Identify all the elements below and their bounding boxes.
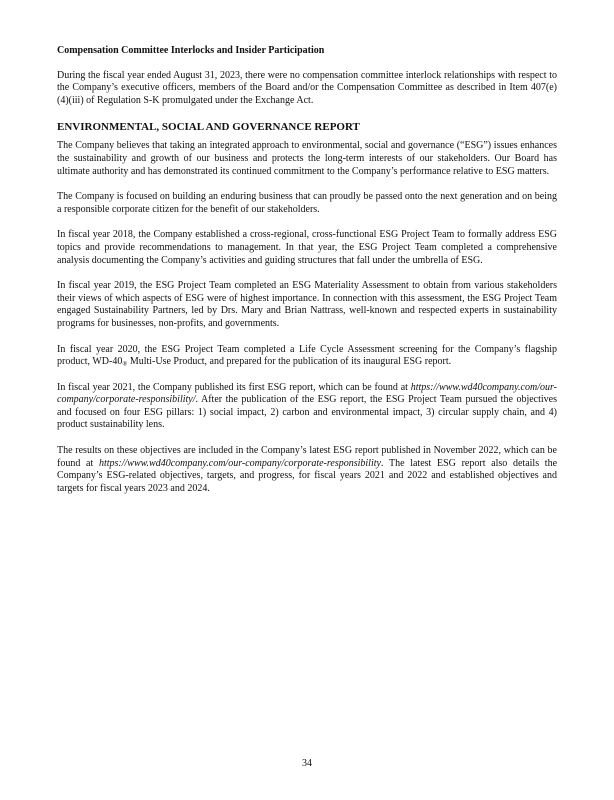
- heading-esg-report: ENVIRONMENTAL, SOCIAL AND GOVERNANCE REPORT: [57, 121, 360, 134]
- paragraph-fy2021-text-start: In fiscal year 2021, the Company published its first ESG report, which can be found at: [57, 381, 411, 393]
- heading-compensation-committee-interlocks: Compensation Committee Interlocks and Insider Participation: [57, 45, 325, 56]
- paragraph-esg-results: [57, 445, 557, 495]
- paragraph-fy2021: [57, 382, 557, 432]
- paragraph-fy2020: [57, 344, 557, 369]
- paragraph-esg-focus: The Company is focused on building an enduring business that can proudly be passed onto the next generation and on being a responsible corporate citizen for the benefit of our stakeholders.: [57, 191, 557, 215]
- paragraph-esg-intro: The Company believes that taking an integrated approach to environmental, social and governance (“ESG”) issues enhances the sustainability and growth of our business and protects the long-term interests of our stakeholders. Our Board has ultimate authority and has demonstrated its continued commitment to the Company’s performance relative to ESG matters.: [57, 140, 557, 177]
- paragraph-fy2020-text-end: Multi-Use Product, and prepared for the publication of its inaugural ESG report.: [127, 356, 452, 368]
- paragraph-fy2021-text-end: . After the publication of the ESG report, the ESG Project Team pursued the objectives and focused on four ESG pillars: 1) social impact, 2) carbon and environmental impact, 3) circular supply chain, and 4) product sustainability lens.: [57, 394, 557, 431]
- esg-report-url-2021: https://www.wd40company.com/our-company/corporate-responsibility/: [57, 381, 557, 406]
- paragraph-results-text-start: The results on these objectives are included in the Company’s latest ESG report published in November 2022, which can be found at: [57, 445, 557, 469]
- esg-report-url-latest: https://www.wd40company.com/our-company/corporate-responsibility: [98, 457, 381, 469]
- paragraph-fy2020-text-start: In fiscal year 2020, the ESG Project Team completed a Life Cycle Assessment screening for the Company’s flagship product, WD-40: [57, 343, 557, 368]
- document-content: [57, 45, 557, 508]
- page-number: 34: [302, 758, 312, 769]
- registered-trademark-symbol: ®: [122, 360, 128, 368]
- paragraph-fy2018: In fiscal year 2018, the Company established a cross-regional, cross-functional ESG Project Team to formally address ESG topics and provide recommendations to management. In that year, the ESG Project Team completed a comprehensive analysis documenting the Company’s activities and guiding structures that fall under the umbrella of ESG.: [57, 229, 557, 266]
- paragraph-results-text-end: . The latest ESG report also details the Company’s ESG-related objectives, targets, and progress, for fiscal years 2021 and 2022 and established objectives and targets for fiscal years 2023 and 2024.: [57, 457, 558, 494]
- paragraph-fy2019: In fiscal year 2019, the ESG Project Team completed an ESG Materiality Assessment to obtain from various stakeholders their views of which aspects of ESG were of highest importance. In connection with this assessment, the ESG Project Team engaged Sustainability Partners, led by Drs. Mary and Brian Nattrass, well-known and respected experts in sustainability programs for businesses, non-profits, and governments.: [57, 280, 557, 329]
- paragraph-compensation-interlocks: During the fiscal year ended August 31, 2023, there were no compensation committee interlock relationships with respect to the Company’s executive officers, members of the Board and/or the Compensation Committee as described in Item 407(e)(4)(iii) of Regulation S-K promulgated under the Exchange Act.: [57, 69, 557, 106]
